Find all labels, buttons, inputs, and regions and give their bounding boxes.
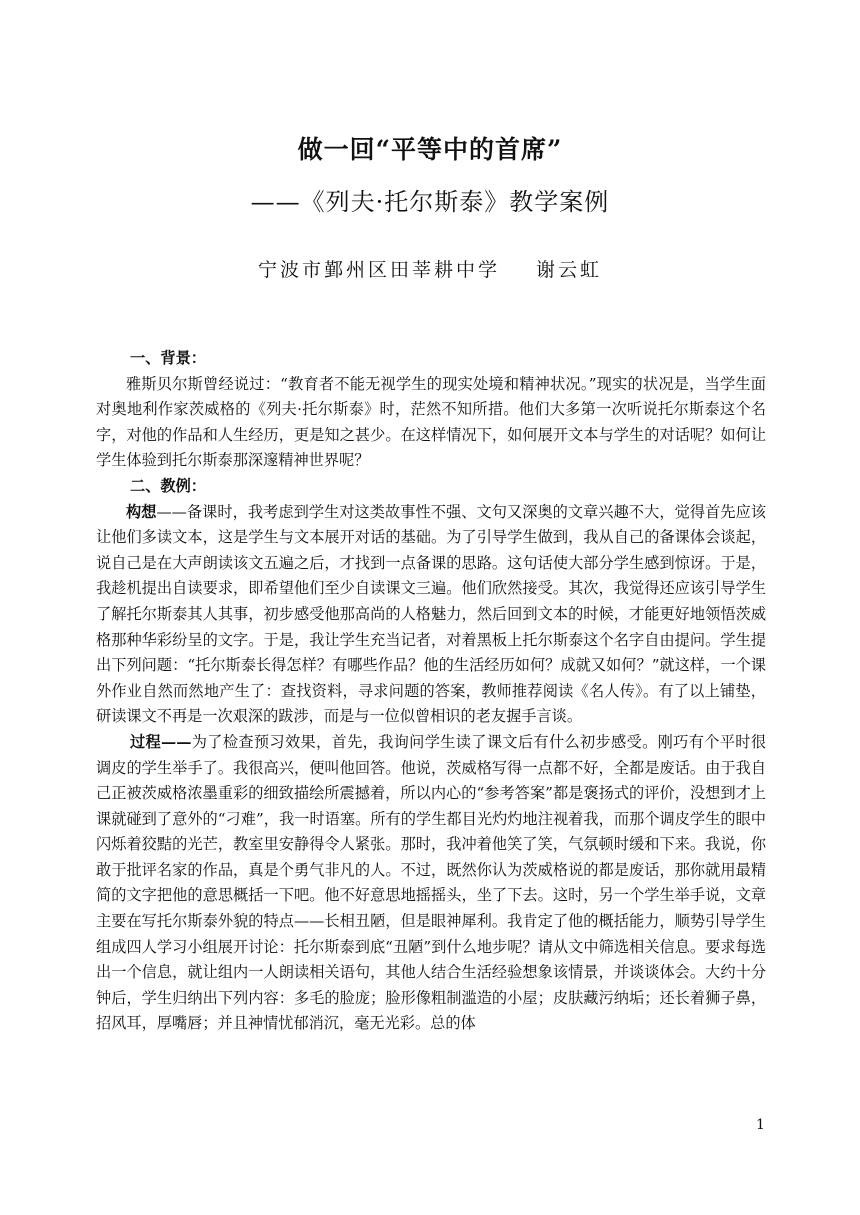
process-text: 为了检查预习效果，首先，我询问学生读了课文后有什么初步感受。刚巧有个平时很调皮的学生举手了。我很高兴，便叫他回答。他说，茨威格写得一点都不好，全都是废话。由于我自己正被茨威格浓墨重彩的细致描绘所震撼着，所以内心的“参考答案”都是褒扬式的评价，没想到才上课就碰到了意外的“刁难”，我一时语塞。所有的学生都目光灼灼地注视着我，而那个调皮学生的眼中闪烁着狡黠的光芒，教室里安静得令人紧张。那时，我冲着他笑了笑，气氛顿时缓和下来。我说，你敢于批评名家的作品，真是个勇气非凡的人。不过，既然你认为茨威格说的都是废话，那你就用最精简的文字把他的意思概括一下吧。他不好意思地摇摇头，坐了下去。这时，另一个学生举手说，文章主要在写托尔斯泰外貌的特点——长相丑陋，但是眼神犀利。我肯定了他的概括能力，顺势引导学生组成四人学习小组展开讨论：托尔斯泰到底“丑陋”到什么地步呢？请从文中筛选相关信息。要求每选出一个信息，就让组内一人朗读相关语句，其他人结合生活经验想象该情景，并谈谈体会。大约十分钟后，学生归纳出下列内容：多毛的脸庞；脸形像粗制滥造的小屋；皮肤藏污纳垢；还长着狮子鼻，招风耳，厚嘴唇；并且神情忧郁消沉，毫无光彩。总的体 [96,732,767,1033]
document-body [96,346,766,1037]
author-name: 谢云虹 [536,259,603,281]
section-heading-background: 一、背景： [130,349,206,367]
idea-label: 构想 [126,502,157,521]
page-subtitle: ——《列夫·托尔斯泰》教学案例 [250,188,610,216]
process-label: 过程—— [130,732,192,751]
author-school: 宁波市鄞州区田莘耕中学 [257,259,500,281]
author-line [0,255,860,282]
page-title: 做一回“平等中的首席” [297,135,563,164]
idea-text: ——备课时，我考虑到学生对这类故事性不强、文句又深奥的文章兴趣不大，觉得首先应该让他们多读文本，这是学生与文本展开对话的基础。为了引导学生做到，我从自己的备课体会谈起，说自己是在大声朗读该文五遍之后，才找到一点备课的思路。这句话使大部分学生感到惊讶。于是，我趁机提出自读要求，即希望他们至少自读课文三遍。他们欣然接受。其次，我觉得还应该引导学生了解托尔斯泰其人其事，初步感受他那高尚的人格魅力，然后回到文本的时候，才能更好地领悟茨威格那种华彩纷呈的文字。于是，我让学生充当记者，对着黑板上托尔斯泰这个名字自由提问。学生提出下列问题：“托尔斯泰长得怎样？有哪些作品？他的生活经历如何？成就又如何？”就这样，一个课外作业自然而然地产生了：查找资料，寻求问题的答案，教师推荐阅读《名人传》。有了以上铺垫，研读课文不再是一次艰深的跋涉，而是与一位似曾相识的老友握手言谈。 [96,502,767,726]
page-number: 1 [756,1117,765,1133]
paragraph-idea [96,500,766,730]
section-heading-case: 二、教例： [130,476,206,495]
paragraph-background: 雅斯贝尔斯曾经说过：“教育者不能无视学生的现实处境和精神状况。”现实的状况是，当学生面对奥地利作家茨威格的《列夫·托尔斯泰》时，茫然不知所措。他们大多第一次听说托尔斯泰这个名字，对他的作品和人生经历，更是知之甚少。在这样情况下，如何展开文本与学生的对话呢？如何让学生体验到托尔斯泰那深邃精神世界呢？ [96,374,766,470]
paragraph-process [96,730,766,1037]
